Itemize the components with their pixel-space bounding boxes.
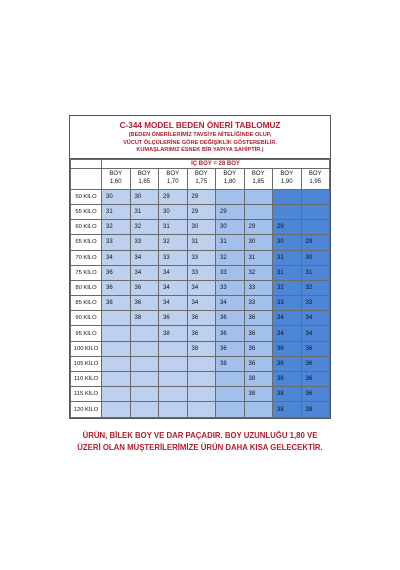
height-value: 1,90 bbox=[280, 178, 293, 185]
table-row bbox=[71, 204, 330, 219]
size-cell bbox=[216, 402, 245, 417]
kilo-label: 75 KİLO bbox=[71, 265, 102, 280]
size-cell: 36 bbox=[102, 280, 131, 295]
corner-cell bbox=[71, 168, 102, 189]
size-cell: 36 bbox=[187, 311, 216, 326]
size-cell: 31 bbox=[244, 250, 273, 265]
kilo-label: 60 KİLO bbox=[71, 220, 102, 235]
size-cell bbox=[301, 204, 330, 219]
size-cell: 38 bbox=[102, 296, 131, 311]
size-cell: 36 bbox=[102, 265, 131, 280]
kilo-label: 50 KİLO bbox=[71, 189, 102, 204]
table-row bbox=[71, 235, 330, 250]
chart-title: C-344 MODEL BEDEN ÖNERİ TABLOMUZ bbox=[119, 121, 281, 130]
size-cell: 36 bbox=[244, 311, 273, 326]
size-cell: 36 bbox=[273, 372, 302, 387]
chart-note-line-2: VÜCUT ÖLÇÜLERİNE GÖRE DEĞİŞİKLİK GÖSTEREBİLİR. bbox=[123, 139, 277, 146]
size-cell: 33 bbox=[159, 250, 188, 265]
size-cell bbox=[216, 387, 245, 402]
size-cell: 31 bbox=[273, 250, 302, 265]
size-cell bbox=[187, 356, 216, 371]
table-row bbox=[71, 341, 330, 356]
size-cell bbox=[102, 356, 131, 371]
size-cell: 29 bbox=[159, 189, 188, 204]
height-value: 1,60 bbox=[109, 178, 122, 185]
size-cell: 36 bbox=[216, 326, 245, 341]
size-cell bbox=[130, 372, 159, 387]
size-cell: 36 bbox=[301, 356, 330, 371]
size-cell bbox=[159, 387, 188, 402]
size-cell: 36 bbox=[301, 372, 330, 387]
size-cell: 31 bbox=[130, 204, 159, 219]
chart-header bbox=[70, 116, 330, 159]
size-cell: 31 bbox=[273, 265, 302, 280]
chart-note-line-1: (BEDEN ÖNERİLERİMİZ TAVSİYE NİTELİĞİNDE OLUP, bbox=[128, 132, 272, 138]
size-cell: 38 bbox=[273, 387, 302, 402]
height-header-row bbox=[71, 168, 330, 189]
size-cell: 32 bbox=[130, 220, 159, 235]
size-cell: 38 bbox=[130, 311, 159, 326]
height-value: 1,65 bbox=[138, 178, 151, 185]
size-cell: 38 bbox=[301, 402, 330, 417]
footer-note bbox=[0, 430, 400, 454]
size-cell: 36 bbox=[216, 341, 245, 356]
size-table bbox=[70, 159, 330, 418]
size-cell: 31 bbox=[301, 265, 330, 280]
size-cell: 30 bbox=[159, 204, 188, 219]
size-cell: 36 bbox=[130, 280, 159, 295]
kilo-label: 55 KİLO bbox=[71, 204, 102, 219]
size-cell: 31 bbox=[159, 220, 188, 235]
height-header-2 bbox=[159, 168, 188, 189]
boy-label: BOY bbox=[166, 171, 180, 178]
size-cell: 34 bbox=[216, 296, 245, 311]
size-cell: 38 bbox=[273, 402, 302, 417]
size-cell: 38 bbox=[159, 326, 188, 341]
size-cell: 36 bbox=[244, 356, 273, 371]
kilo-label: 95 KİLO bbox=[71, 326, 102, 341]
table-row bbox=[71, 265, 330, 280]
table-row bbox=[71, 387, 330, 402]
size-cell: 36 bbox=[159, 311, 188, 326]
size-cell: 32 bbox=[273, 280, 302, 295]
table-row bbox=[71, 189, 330, 204]
size-cell: 31 bbox=[216, 235, 245, 250]
size-cell: 33 bbox=[216, 280, 245, 295]
size-cell bbox=[130, 326, 159, 341]
size-cell: 34 bbox=[159, 280, 188, 295]
size-cell: 30 bbox=[216, 220, 245, 235]
size-cell bbox=[301, 189, 330, 204]
size-cell: 34 bbox=[187, 296, 216, 311]
table-row bbox=[71, 402, 330, 417]
size-cell bbox=[102, 341, 131, 356]
size-cell bbox=[102, 326, 131, 341]
table-row bbox=[71, 356, 330, 371]
size-cell: 32 bbox=[159, 235, 188, 250]
kilo-label: 100 KİLO bbox=[71, 341, 102, 356]
size-cell: 31 bbox=[102, 204, 131, 219]
size-cell: 34 bbox=[301, 311, 330, 326]
kilo-label: 110 KİLO bbox=[71, 372, 102, 387]
size-cell: 29 bbox=[216, 204, 245, 219]
boy-label: BOY bbox=[223, 171, 237, 178]
boy-label: BOY bbox=[280, 171, 294, 178]
size-cell bbox=[187, 387, 216, 402]
size-cell bbox=[244, 189, 273, 204]
size-cell: 34 bbox=[159, 265, 188, 280]
size-cell: 30 bbox=[187, 220, 216, 235]
size-cell: 33 bbox=[273, 296, 302, 311]
size-cell: 29 bbox=[187, 204, 216, 219]
height-header-6 bbox=[273, 168, 302, 189]
kilo-label: 105 KİLO bbox=[71, 356, 102, 371]
size-cell: 36 bbox=[273, 341, 302, 356]
size-cell bbox=[130, 387, 159, 402]
size-cell: 30 bbox=[273, 235, 302, 250]
table-row bbox=[71, 326, 330, 341]
size-cell bbox=[187, 402, 216, 417]
size-cell: 32 bbox=[244, 265, 273, 280]
size-cell: 30 bbox=[130, 189, 159, 204]
size-cell bbox=[130, 402, 159, 417]
kilo-label: 85 KİLO bbox=[71, 296, 102, 311]
size-cell: 34 bbox=[187, 280, 216, 295]
size-cell bbox=[273, 204, 302, 219]
size-cell bbox=[187, 372, 216, 387]
height-header-1 bbox=[130, 168, 159, 189]
size-cell bbox=[102, 387, 131, 402]
height-header-4 bbox=[216, 168, 245, 189]
boy-label: BOY bbox=[308, 171, 322, 178]
footer-line-1: ÜRÜN, BİLEK BOY VE DAR PAÇADIR. BOY UZUNLUĞU 1,80 VE bbox=[82, 431, 318, 440]
size-cell: 33 bbox=[102, 235, 131, 250]
kilo-label: 80 KİLO bbox=[71, 280, 102, 295]
kilo-label: 120 KİLO bbox=[71, 402, 102, 417]
kilo-label: 115 KİLO bbox=[71, 387, 102, 402]
size-cell: 30 bbox=[102, 189, 131, 204]
size-cell: 36 bbox=[301, 341, 330, 356]
size-cell: 33 bbox=[130, 235, 159, 250]
size-cell: 33 bbox=[244, 296, 273, 311]
table-row bbox=[71, 296, 330, 311]
size-cell: 36 bbox=[301, 387, 330, 402]
size-cell: 34 bbox=[273, 326, 302, 341]
ic-boy-label: İÇ BOY = 28 BOY bbox=[102, 159, 330, 168]
size-cell bbox=[273, 189, 302, 204]
size-cell: 33 bbox=[301, 296, 330, 311]
size-cell: 29 bbox=[273, 220, 302, 235]
size-cell: 34 bbox=[130, 265, 159, 280]
size-cell: 33 bbox=[187, 265, 216, 280]
size-cell: 33 bbox=[187, 250, 216, 265]
size-cell bbox=[102, 402, 131, 417]
table-row bbox=[71, 372, 330, 387]
size-cell: 36 bbox=[216, 311, 245, 326]
kilo-label: 70 KİLO bbox=[71, 250, 102, 265]
size-cell bbox=[216, 372, 245, 387]
height-header-5 bbox=[244, 168, 273, 189]
size-cell: 34 bbox=[273, 311, 302, 326]
size-cell: 34 bbox=[102, 250, 131, 265]
size-cell: 34 bbox=[159, 296, 188, 311]
size-cell: 32 bbox=[301, 280, 330, 295]
size-cell: 30 bbox=[244, 235, 273, 250]
size-cell bbox=[159, 356, 188, 371]
size-cell bbox=[102, 372, 131, 387]
size-cell: 36 bbox=[187, 326, 216, 341]
size-cell: 33 bbox=[216, 265, 245, 280]
table-row bbox=[71, 250, 330, 265]
boy-label: BOY bbox=[109, 171, 123, 178]
table-row bbox=[71, 220, 330, 235]
table-row bbox=[71, 280, 330, 295]
boy-label: BOY bbox=[194, 171, 208, 178]
size-cell bbox=[216, 189, 245, 204]
height-value: 1,80 bbox=[223, 178, 236, 185]
size-cell: 30 bbox=[301, 250, 330, 265]
size-rows bbox=[71, 189, 330, 417]
size-cell: 33 bbox=[244, 280, 273, 295]
size-cell: 31 bbox=[187, 235, 216, 250]
size-cell: 34 bbox=[301, 326, 330, 341]
size-cell bbox=[244, 402, 273, 417]
size-cell: 38 bbox=[187, 341, 216, 356]
kilo-label: 90 KİLO bbox=[71, 311, 102, 326]
size-cell bbox=[301, 220, 330, 235]
size-cell bbox=[159, 341, 188, 356]
size-cell: 36 bbox=[273, 356, 302, 371]
size-cell: 34 bbox=[130, 250, 159, 265]
footer-line-2: ÜZERİ OLAN MÜŞTERİLERİMİZE ÜRÜN DAHA KISA GELECEKTİR. bbox=[77, 443, 323, 452]
size-cell bbox=[130, 341, 159, 356]
size-chart bbox=[69, 115, 331, 419]
size-cell bbox=[159, 402, 188, 417]
size-cell: 38 bbox=[216, 356, 245, 371]
boy-label: BOY bbox=[251, 171, 265, 178]
size-cell: 32 bbox=[216, 250, 245, 265]
table-row bbox=[71, 311, 330, 326]
height-value: 1,95 bbox=[309, 178, 322, 185]
size-cell: 36 bbox=[244, 326, 273, 341]
ic-boy-spacer bbox=[71, 159, 102, 168]
height-value: 1,75 bbox=[195, 178, 208, 185]
size-cell: 38 bbox=[244, 372, 273, 387]
height-header-0 bbox=[102, 168, 131, 189]
size-cell: 36 bbox=[244, 341, 273, 356]
size-cell: 29 bbox=[244, 220, 273, 235]
chart-note-line-3: KUMAŞLARIMIZ ESNEK BİR YAPIYA SAHİPTİR.) bbox=[136, 147, 264, 154]
size-cell bbox=[244, 204, 273, 219]
size-cell: 29 bbox=[301, 235, 330, 250]
size-cell: 38 bbox=[244, 387, 273, 402]
size-cell: 36 bbox=[130, 296, 159, 311]
height-header-3 bbox=[187, 168, 216, 189]
height-header-7 bbox=[301, 168, 330, 189]
size-cell: 32 bbox=[102, 220, 131, 235]
size-cell bbox=[102, 311, 131, 326]
size-cell bbox=[159, 372, 188, 387]
size-cell: 29 bbox=[187, 189, 216, 204]
size-cell bbox=[130, 356, 159, 371]
height-value: 1,70 bbox=[166, 178, 179, 185]
height-value: 1,85 bbox=[252, 178, 265, 185]
kilo-label: 65 KİLO bbox=[71, 235, 102, 250]
boy-label: BOY bbox=[137, 171, 151, 178]
ic-boy-row bbox=[71, 159, 330, 168]
